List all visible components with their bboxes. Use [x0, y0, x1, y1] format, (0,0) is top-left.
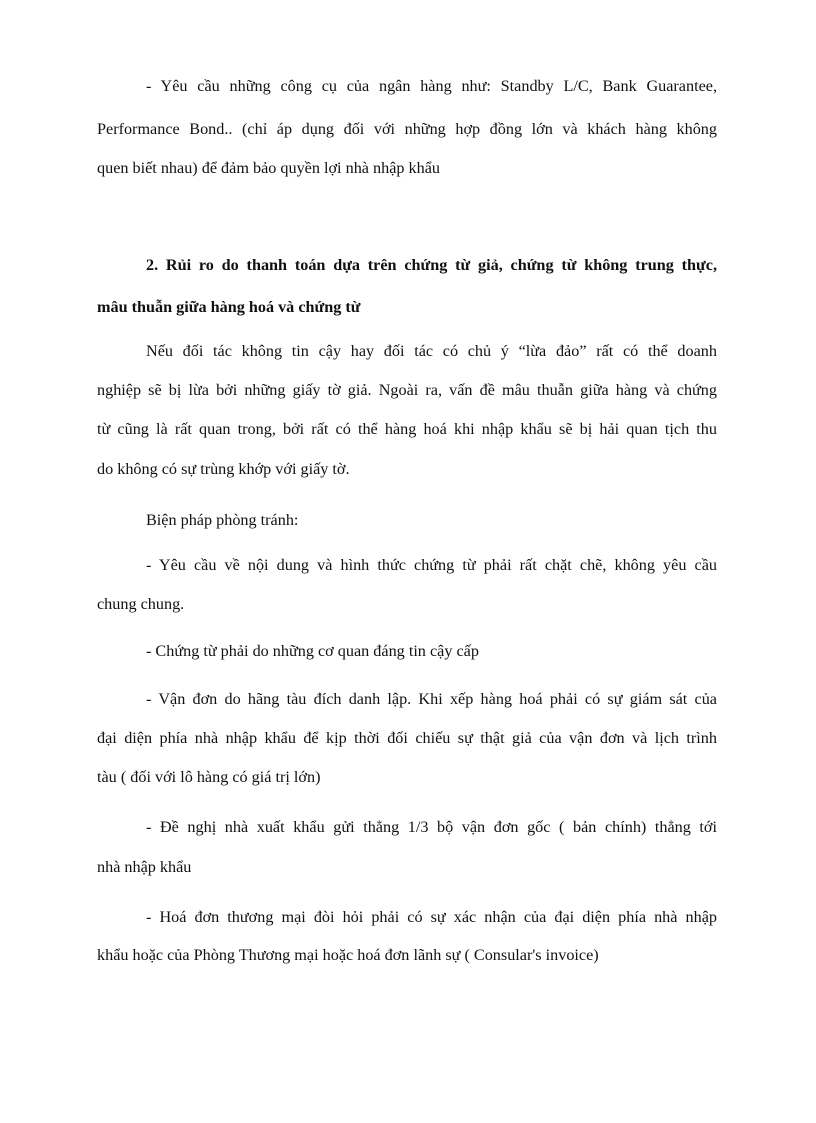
paragraph-line: khẩu hoặc của Phòng Thương mại hoặc hoá đơn lãnh sự ( Consular's invoice): [97, 946, 599, 964]
paragraph-line: - Yêu cầu những công cụ của ngân hàng như: Standby L/C, Bank Guarantee,: [146, 77, 717, 95]
paragraph-line: đại diện phía nhà nhập khẩu để kịp thời đối chiếu sự thật giả của vận đơn và lịch trình: [97, 729, 717, 747]
paragraph-line: - Chứng từ phải do những cơ quan đáng tin cậy cấp: [146, 642, 479, 660]
paragraph-line: - Đề nghị nhà xuất khẩu gửi thẳng 1/3 bộ vận đơn gốc ( bản chính) thẳng tới: [146, 818, 717, 836]
paragraph-line: - Hoá đơn thương mại đòi hỏi phải có sự xác nhận của đại diện phía nhà nhập: [146, 908, 717, 926]
section-heading: 2. Rủi ro do thanh toán dựa trên chứng từ giả, chứng từ không trung thực,: [146, 256, 717, 274]
paragraph-line: do không có sự trùng khớp với giấy tờ.: [97, 460, 350, 478]
paragraph-line: tàu ( đối với lô hàng có giá trị lớn): [97, 768, 321, 786]
paragraph-line: nhà nhập khẩu: [97, 858, 192, 876]
paragraph-line: - Vận đơn do hãng tàu đích danh lập. Khi xếp hàng hoá phải có sự giám sát của: [146, 690, 717, 708]
paragraph-line: Performance Bond.. (chỉ áp dụng đối với những hợp đồng lớn và khách hàng không: [97, 120, 717, 138]
paragraph-line: từ cũng là rất quan trong, bởi rất có thể hàng hoá khi nhập khẩu sẽ bị hải quan tịch thu: [97, 420, 717, 438]
paragraph-line: Nếu đối tác không tin cậy hay đối tác có chủ ý “lừa đảo” rất có thể doanh: [146, 342, 717, 360]
paragraph-line: Biện pháp phòng tránh:: [146, 511, 299, 529]
paragraph-line: nghiệp sẽ bị lừa bởi những giấy tờ giả. Ngoài ra, vấn đề mâu thuẫn giữa hàng và chứng: [97, 381, 717, 399]
section-heading: mâu thuẫn giữa hàng hoá và chứng từ: [97, 298, 361, 316]
paragraph-line: - Yêu cầu về nội dung và hình thức chứng từ phải rất chặt chẽ, không yêu cầu: [146, 556, 717, 574]
paragraph-line: chung chung.: [97, 595, 185, 613]
paragraph-line: quen biết nhau) để đảm bảo quyền lợi nhà nhập khẩu: [97, 159, 441, 177]
